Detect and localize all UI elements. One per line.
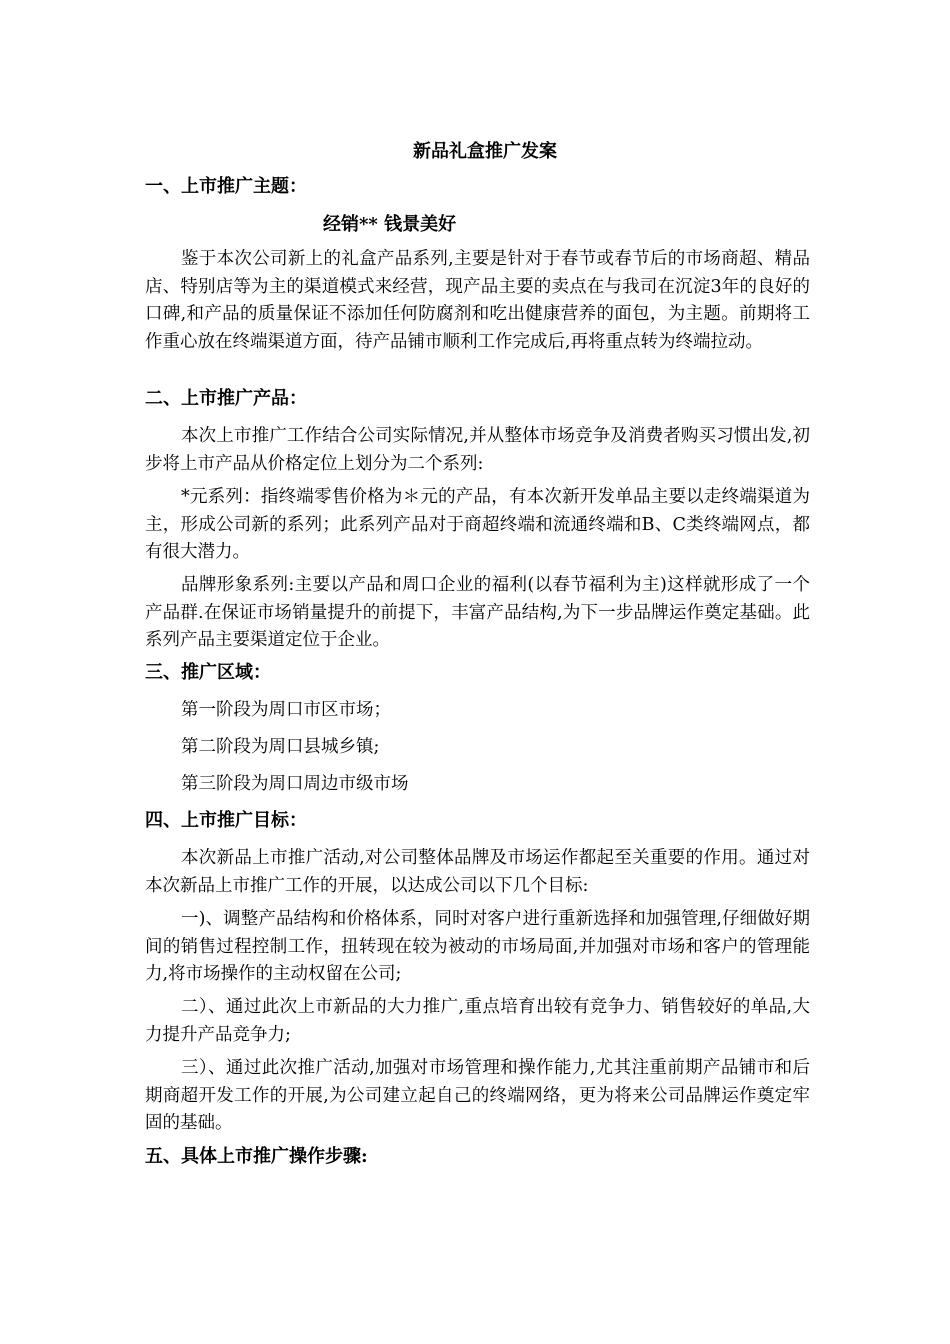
region-stage-3: 第三阶段为周口周边市级市场 (181, 774, 409, 794)
goal-item-3: 三）、通过此次推广活动,加强对市场管理和操作能力,尤其注重前期产品铺市和后期商超开发工作的开展,为公司建立起自己的终端网络，更为将来公司品牌运作奠定牢固的基础。 (145, 1058, 810, 1133)
section-heading-steps: 五、具体上市推广操作步骤: (145, 1146, 368, 1167)
section-heading-products: 二、上市推广产品： (145, 388, 307, 409)
region-stage-2: 第二阶段为周口县城乡镇; (181, 737, 380, 757)
theme-paragraph: 鉴于本次公司新上的礼盒产品系列,主要是针对于春节或春节后的市场商超、精品店、特别店等为主的渠道模式来经营，现产品主要的卖点在与我司在沉淀3年的良好的口碑,和产品的质量保证不添加任何防腐剂和吃出健康营养的面包，为主题。前期将工作重心放在终端渠道方面，待产品铺市顺利工作完成后,再将重点转为终端拉动。 (145, 249, 810, 352)
goal-item-2: 二）、通过此次上市新品的大力推广,重点培育出较有竞争力、销售较好的单品,大力提升产品竞争力; (145, 997, 810, 1045)
region-stage-1: 第一阶段为周口市区市场； (181, 700, 391, 720)
products-brand-paragraph: 品牌形象系列:主要以产品和周口企业的福利(以春节福利为主)这样就形成了一个产品群.在保证市场销量提升的前提下，丰富产品结构,为下一步品牌运作奠定基础。此系列产品主要渠道定位于企业。 (145, 575, 810, 650)
document-title: 新品礼盒推广发案 (413, 141, 557, 162)
section-heading-theme: 一、上市推广主题： (145, 176, 307, 197)
goal-item-1: 一)、调整产品结构和价格体系，同时对客户进行重新选择和加强管理,仔细做好期间的销售过程控制工作，扭转现在较为被动的市场局面,并加强对市场和客户的管理能力,将市场操作的主动权留在公司; (145, 909, 810, 984)
products-series-paragraph: *元系列：指终端零售价格为＊元的产品，有本次新开发单品主要以走终端渠道为主，形成公司新的系列；此系列产品对于商超终端和流通终端和B、C类终端网点，都有很大潜力。 (145, 487, 810, 562)
products-intro-paragraph: 本次上市推广工作结合公司实际情况,并从整体市场竞争及消费者购买习惯出发,初步将上市产品从价格定位上划分为二个系列: (145, 426, 810, 474)
section-heading-goals: 四、上市推广目标： (145, 810, 307, 831)
section-heading-regions: 三、推广区域： (145, 662, 271, 683)
theme-slogan: 经销** 钱景美好 (323, 214, 457, 235)
goals-intro-paragraph: 本次新品上市推广活动,对公司整体品牌及市场运作都起至关重要的作用。通过对本次新品上市推广工作的开展，以达成公司以下几个目标: (145, 848, 810, 896)
